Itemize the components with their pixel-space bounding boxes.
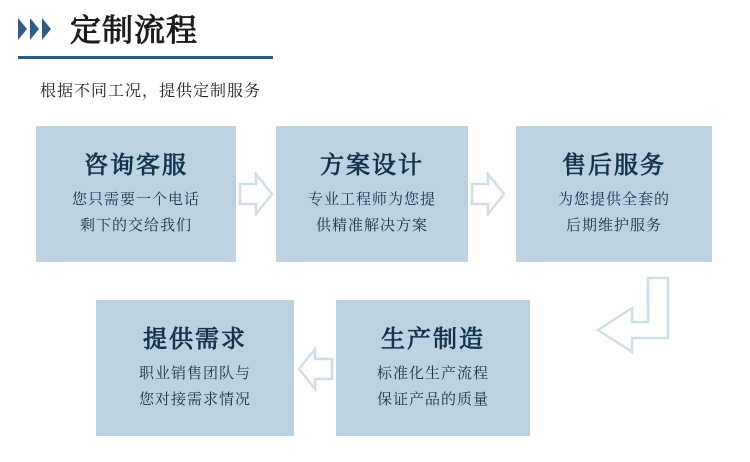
arrow-after-sales-to-manufacture-icon <box>592 276 670 372</box>
page-header <box>18 12 288 60</box>
chevron-right-icon <box>30 18 39 40</box>
flow-step-description <box>139 361 251 413</box>
arrow-consult-to-design-icon <box>238 172 274 216</box>
flow-step-description-line: 标准化生产流程 <box>376 365 489 382</box>
flow-step-description-line: 职业销售团队与 <box>138 365 251 382</box>
flow-step-title: 提供需求 <box>143 326 247 353</box>
flow-step-description-line: 为您提供全套的 <box>557 191 670 208</box>
page-subtitle: 根据不同工况，提供定制服务 <box>40 83 262 100</box>
arrow-design-to-after-sales-icon <box>470 172 506 216</box>
flow-step-after-sales <box>516 126 712 262</box>
flow-step-description <box>377 361 489 413</box>
flow-step-title: 售后服务 <box>562 152 666 179</box>
chevron-right-icon <box>18 18 27 40</box>
flow-step-title: 生产制造 <box>381 326 485 353</box>
page-title: 定制流程 <box>70 13 198 48</box>
flow-step-title: 咨询客服 <box>84 152 188 179</box>
flow-step-requirement <box>96 300 294 436</box>
flow-step-description-line: 保证产品的质量 <box>376 391 489 408</box>
flow-step-consult <box>36 126 236 262</box>
flow-step-manufacture <box>336 300 530 436</box>
flow-step-description-line: 专业工程师为您提 <box>307 191 436 208</box>
flow-step-design <box>276 126 468 262</box>
flow-step-description-line: 您只需要一个电话 <box>71 191 200 208</box>
flow-step-description-line: 您对接需求情况 <box>138 391 251 408</box>
chevron-right-icon <box>42 18 51 40</box>
flow-step-description <box>72 187 200 239</box>
title-underline <box>18 56 273 59</box>
flow-step-description-line: 供精准解决方案 <box>315 217 428 234</box>
flow-step-description-line: 剩下的交给我们 <box>79 217 192 234</box>
flow-step-title: 方案设计 <box>320 152 424 179</box>
flow-step-description <box>308 187 436 239</box>
flow-step-description-line: 后期维护服务 <box>565 217 662 234</box>
flow-step-description <box>558 187 670 239</box>
chevron-group-icon <box>18 18 51 40</box>
arrow-manufacture-to-requirement-icon <box>296 346 334 392</box>
